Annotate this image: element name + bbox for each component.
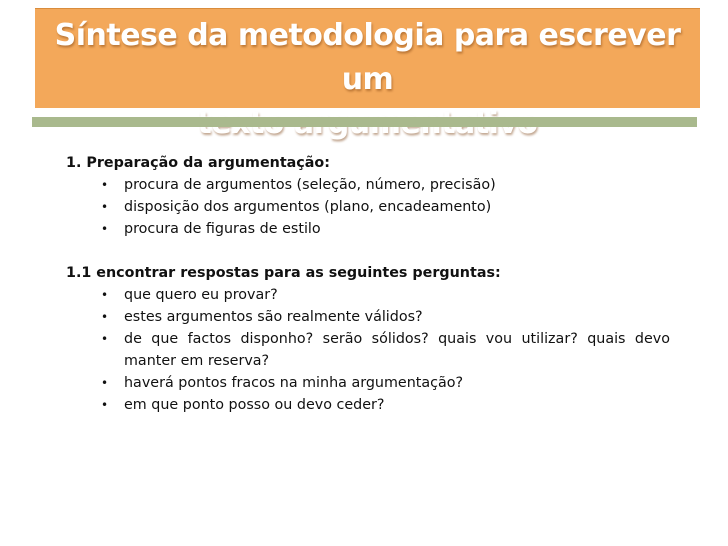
bullet-icon: • — [101, 398, 109, 412]
list-item — [99, 394, 670, 416]
list-item — [99, 372, 670, 394]
section-heading-questions: 1.1 encontrar respostas para as seguintes perguntas: — [66, 265, 501, 281]
bullet-list-questions — [66, 284, 670, 416]
slide-body — [66, 152, 670, 416]
list-item-text: em que ponto posso ou devo ceder? — [124, 397, 385, 413]
list-item — [99, 174, 670, 196]
bullet-icon: • — [101, 332, 109, 346]
list-item-text: procura de figuras de estilo — [124, 221, 321, 237]
divider-bar — [32, 117, 697, 127]
list-item — [99, 218, 670, 240]
bullet-icon: • — [101, 310, 109, 324]
list-item — [99, 196, 670, 218]
top-strip — [0, 0, 728, 8]
bullet-icon: • — [101, 178, 109, 192]
section-heading-preparation: 1. Preparação da argumentação: — [66, 155, 330, 171]
bullet-list-preparation — [66, 174, 670, 240]
slide-title-line-1: Síntese da metodologia para escrever um — [54, 18, 681, 97]
title-banner — [32, 8, 703, 108]
bullet-icon: • — [101, 200, 109, 214]
spacer — [66, 240, 670, 262]
list-item-text: haverá pontos fracos na minha argumentação? — [124, 375, 464, 391]
list-item-text: disposição dos argumentos (plano, encadeamento) — [124, 199, 492, 215]
list-item — [99, 284, 670, 306]
list-item-text: que quero eu provar? — [124, 287, 278, 303]
list-item-text: procura de argumentos (seleção, número, precisão) — [124, 177, 496, 193]
bullet-icon: • — [101, 222, 109, 236]
list-item-text: estes argumentos são realmente válidos? — [124, 309, 423, 325]
list-item-text: de que factos disponho? serão sólidos? quais vou utilizar? quais devo manter em reserva? — [124, 331, 670, 369]
bullet-icon: • — [101, 376, 109, 390]
bullet-icon: • — [101, 288, 109, 302]
list-item — [99, 306, 670, 328]
list-item — [99, 328, 670, 372]
